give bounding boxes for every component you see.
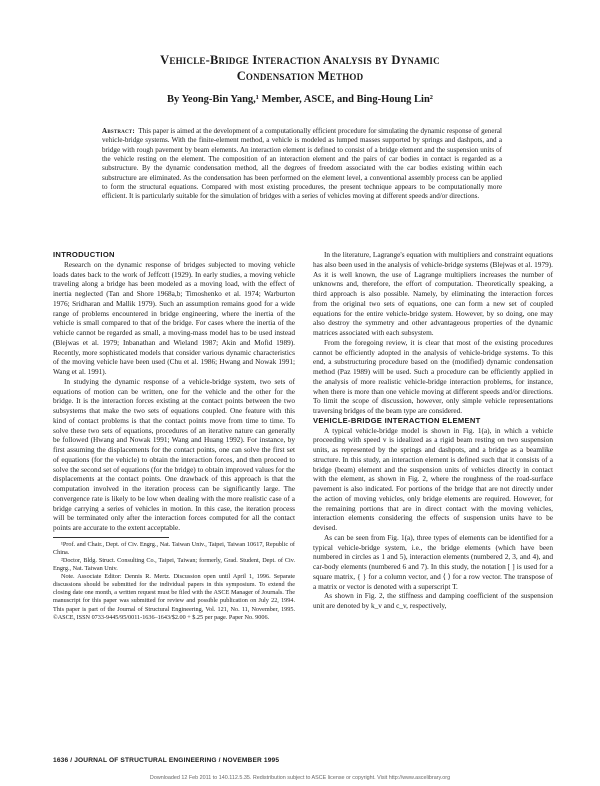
footnote-3: Note. Associate Editor: Dennis R. Mertz. Discussion open until April 1, 1996. Separate discussions should be submitted for the individual papers in this symposium. To extend the closing date one month, a written request must be filed with the ASCE Manager of Journals. The manuscript for this paper was submitted for review and possible publication on July 22, 1994. This paper is part of the Journal of Structural Engineering, Vol. 121, No. 11, November, 1995. ©ASCE, ISSN 0733-9445/95/0011-1636–1643/$2.00 + $.25 per page. Paper No. 9006. xyxy=(53,573,295,621)
left-column xyxy=(53,250,295,622)
abstract-text: This paper is aimed at the development of a computationally efficient procedure for simulating the dynamic response of general vehicle-bridge systems. With the finite-element method, a vehicle is modeled as lumped masses supported by springs and dashpots, and a bridge with rough pavement by beam elements. An interaction element is defined to consist of a bridge element and the suspension units of the vehicle resting on the element. The composition of an interaction element and the pairs of car bodies in contact is regarded as a substructure. By the dynamic condensation method, all the degrees of freedom associated with the car bodies existing within each substructure are eliminated. As the condensation has been performed on the element level, a conventional assembly process can be applied to form the structural equations. Compared with most existing procedures, the present technique appears to be computationally more efficient. It is particularly suitable for the simulation of bridges with a series of vehicles moving at different speeds and/or directions. xyxy=(102,127,502,201)
abstract xyxy=(102,127,502,202)
footnote-2: ²Doctor, Bldg. Struct. Consulting Co., Taipei, Taiwan; formerly, Grad. Student, Dept. of Civ. Engrg., Nat. Taiwan Univ. xyxy=(53,556,295,573)
title-line-2: Condensation Method xyxy=(236,69,364,83)
authors: By Yeong-Bin Yang,¹ Member, ASCE, and Bing-Houng Lin² xyxy=(167,94,433,105)
right-paragraph-1: In the literature, Lagrange's equation with multipliers and constraint equations has also been used in the analysis of vehicle-bridge systems (Blejwas et al. 1979). As it is well known, the use of Lagrange multipliers increases the number of unknowns and, therefore, the effort of computation. Theoretically speaking, a third approach is also possible. Namely, by eliminating the interaction forces from the original two sets of equations, one can form a new set of coupled equations for the entire vehicle-bridge system. However, by so doing, one may also destroy the symmetry and other advantageous properties of the dynamic matrices associated with each subsystem. xyxy=(313,250,553,337)
section2-heading: VEHICLE-BRIDGE INTERACTION ELEMENT xyxy=(313,415,481,425)
footnote-1: ¹Prof. and Chair., Dept. of Civ. Engrg., Nat. Taiwan Univ., Taipei, Taiwan 10617, Republic of China. xyxy=(53,540,295,556)
right-paragraph-4: As can be seen from Fig. 1(a), three types of elements can be identified for a typical vehicle-bridge system, i.e., the bridge elements (which have been numbered in circles as 1 and 5), interaction elements (numbered 2, 3, and 4), and car-body elements (numbered 6 and 7). In this study, the notation [ ] is used for a square matrix, { } for a column vector, and ⟨ ⟩ for a row vector. The transpose of a matrix or vector is denoted with a superscript T. xyxy=(313,532,553,591)
right-paragraph-3: A typical vehicle-bridge model is shown in Fig. 1(a), in which a vehicle proceeding with speed v is idealized as a rigid beam resting on two suspension units, as represented by the springs and dashpots, and a bridge as a beamlike structure. In this study, an interaction element is defined such that it consists of a bridge (beam) element and the suspension units of vehicles directly in contact with the element, as shown in Fig. 2, where the roughness of the road-surface pavement is also indicated. For portions of the bridge that are not directly under the action of moving vehicles, only bridge elements are required. However, for the remaining portions that are in direct contact with the moving vehicles, interaction elements considering the effects of suspension units have to be devised. xyxy=(313,425,553,532)
abstract-label: Abstract: xyxy=(102,127,135,135)
journal-footer: 1636 / JOURNAL OF STRUCTURAL ENGINEERING / NOVEMBER 1995 xyxy=(53,757,280,764)
title-line-1: Vehicle-Bridge Interaction Analysis by Dynamic xyxy=(160,53,440,67)
right-paragraph-5: As shown in Fig. 2, the stiffness and damping coefficient of the suspension unit are denoted by k_v and c_v, respectively, xyxy=(313,591,553,610)
paper-title xyxy=(0,52,600,84)
download-notice: Downloaded 12 Feb 2011 to 140.112.5.35. Redistribution subject to ASCE license or copyright. Visit http://www.ascelibrary.org xyxy=(149,775,451,781)
footnote-rule xyxy=(53,537,169,538)
left-paragraph-2: In studying the dynamic response of a vehicle-bridge system, two sets of equations of motion can be written, one for the vehicle and the other for the bridge. It is the interaction forces existing at the contact points between the two subsystems that make the two sets of equations coupled. One feature with this kind of contact problems is that the contact points move from time to time. To solve these two sets of equations, procedures of an iterative nature can generally be followed (Hwang and Nowak 1991; Wang and Huang 1992). For instance, by first assuming the displacements for the contact points, one can solve the first set of equations (for the vehicle) to obtain the interaction forces, and then proceed to solve the second set of equations (for the bridge) to obtain improved values for the displacements at the contact points. One drawback of this approach is that the computation involved in the iteration process can be significantly large. The convergence rate is likely to be low when dealing with the more realistic case of a bridge carrying a series of vehicles in motion. In this case, the iteration process will be terminated only after the interaction forces computed for all the contact points are accurate to the extent acceptable. xyxy=(53,376,295,532)
footnotes xyxy=(53,541,295,622)
left-paragraph-1: Research on the dynamic response of bridges subjected to moving vehicle loads dates back to the work of Jeffcott (1929). In early studies, a moving vehicle traveling along a bridge has been modeled as a moving load, with the effect of inertia neglected (Tan and Shore 1968a,b; Timoshenko et al. 1974; Warburton 1976; Sridharan and Mallik 1979). Such an assumption remains good for a wide range of problems encountered in bridge engineering, where the inertia of the vehicle is small compared to that of the bridge. For cases where the inertia of the vehicle cannot be regarded as small, a moving-mass model has to be used instead (Blejwas et al. 1979; Inbanathan and Wieland 1987; Akin and Mofid 1989). Recently, more sophisticated models that consider various dynamic characteristics of the moving vehicle have been used (Chu et al. 1986; Hwang and Nowak 1991; Wang et al. 1991). xyxy=(53,259,295,376)
intro-heading: INTRODUCTION xyxy=(53,250,115,259)
right-paragraph-2: From the foregoing review, it is clear that most of the existing procedures cannot be efficiently adopted in the analysis of vehicle-bridge systems. To this end, a substructuring procedure based on the (modified) dynamic condensation method (Paz 1989) will be used. Such a procedure can be efficiently applied in the analysis of more realistic vehicle-bridge interaction problems, for instance, when there is more than one vehicle moving at different speeds and/or directions. To limit the scope of discussion, however, only simple vehicle representations traversing bridges of the beam type are considered. xyxy=(313,337,553,415)
right-column xyxy=(313,250,553,611)
